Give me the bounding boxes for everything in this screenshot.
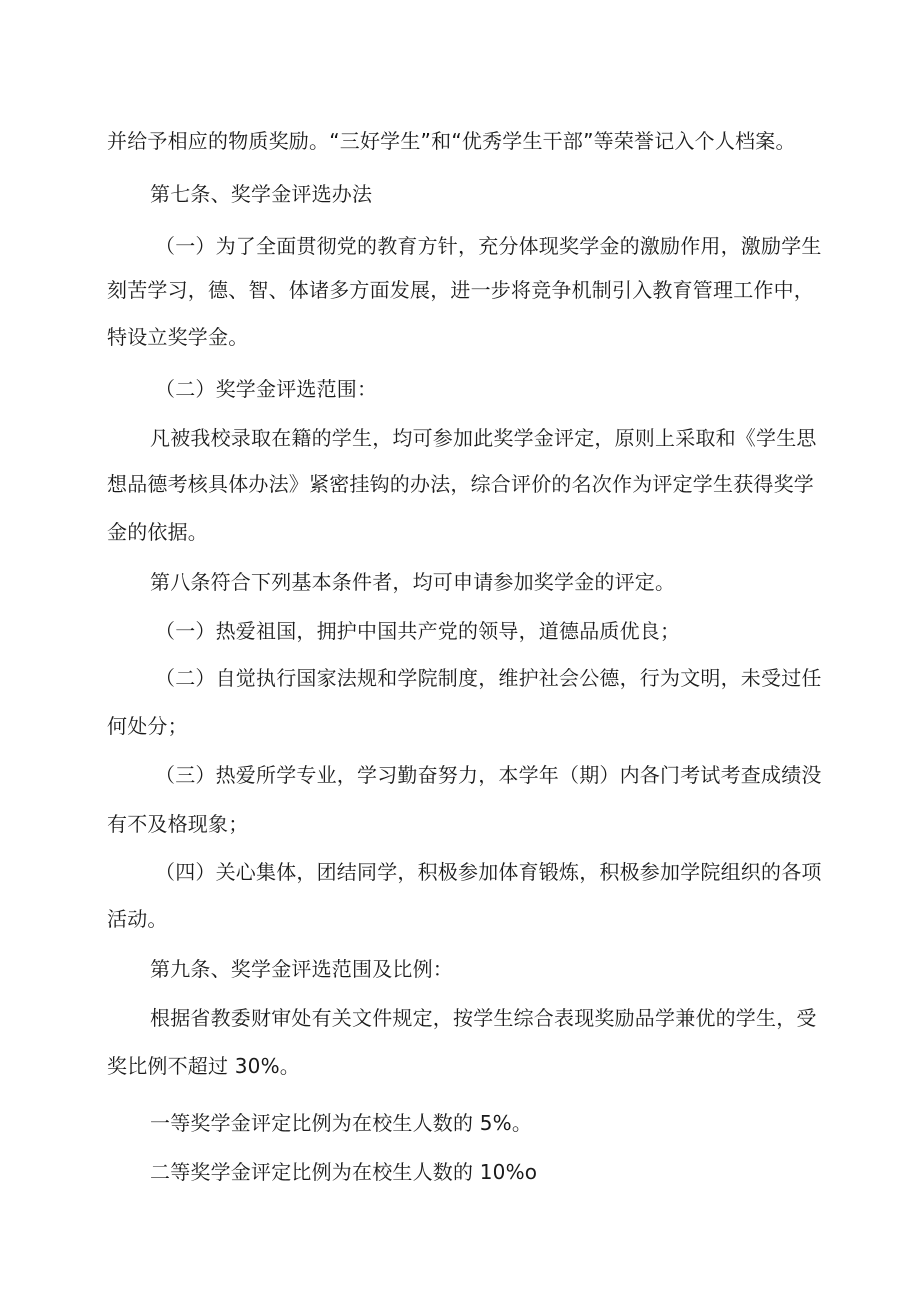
text-line: 活动。	[107, 907, 168, 931]
text-line: （一）为了全面贯彻党的教育方针，充分体现奖学金的激励作用，激励学生	[155, 234, 822, 258]
text-line: 一等奖学金评定比例为在校生人数的 5%。	[150, 1111, 533, 1135]
text-line: 何处分；	[107, 714, 188, 738]
text-line: 二等奖学金评定比例为在校生人数的 10%o	[150, 1160, 538, 1184]
article-heading: 第七条、奖学金评选办法	[150, 182, 373, 206]
article-heading: 第九条、奖学金评选范围及比例：	[150, 957, 453, 981]
text-line: 并给予相应的物质奖励。“三好学生”和“优秀学生干部”等荣誉记入个人档案。	[107, 129, 796, 153]
text-line: （四）关心集体，团结同学，积极参加体育锻炼，积极参加学院组织的各项	[155, 860, 822, 884]
text-line: 根据省教委财审处有关文件规定，按学生综合表现奖励品学兼优的学生，受	[150, 1006, 817, 1030]
text-line: （三）热爱所学专业，学习勤奋努力，本学年（期）内各门考试考查成绩没	[155, 763, 822, 787]
text-line: 有不及格现象；	[107, 812, 249, 836]
text-line: 金的依据。	[107, 520, 208, 544]
text-line: 奖比例不超过 30%。	[107, 1054, 301, 1078]
text-line: （二）奖学金评选范围：	[155, 377, 378, 401]
article-heading: 第八条符合下列基本条件者，均可申请参加奖学金的评定。	[150, 570, 676, 594]
text-line: 刻苦学习，德、智、体诸多方面发展，进一步将竞争机制引入教育管理工作中，	[107, 278, 814, 302]
text-line: （一）热爱祖国，拥护中国共产党的领导，道德品质优良；	[155, 619, 681, 643]
text-line: （二）自觉执行国家法规和学院制度，维护社会公德，行为文明，未受过任	[155, 666, 822, 690]
text-line: 凡被我校录取在籍的学生，均可参加此奖学金评定，原则上采取和《学生思	[150, 426, 817, 450]
text-line: 特设立奖学金。	[107, 325, 249, 349]
text-line: 想品德考核具体办法》紧密挂钩的办法，综合评价的名次作为评定学生获得奖学	[107, 472, 814, 496]
